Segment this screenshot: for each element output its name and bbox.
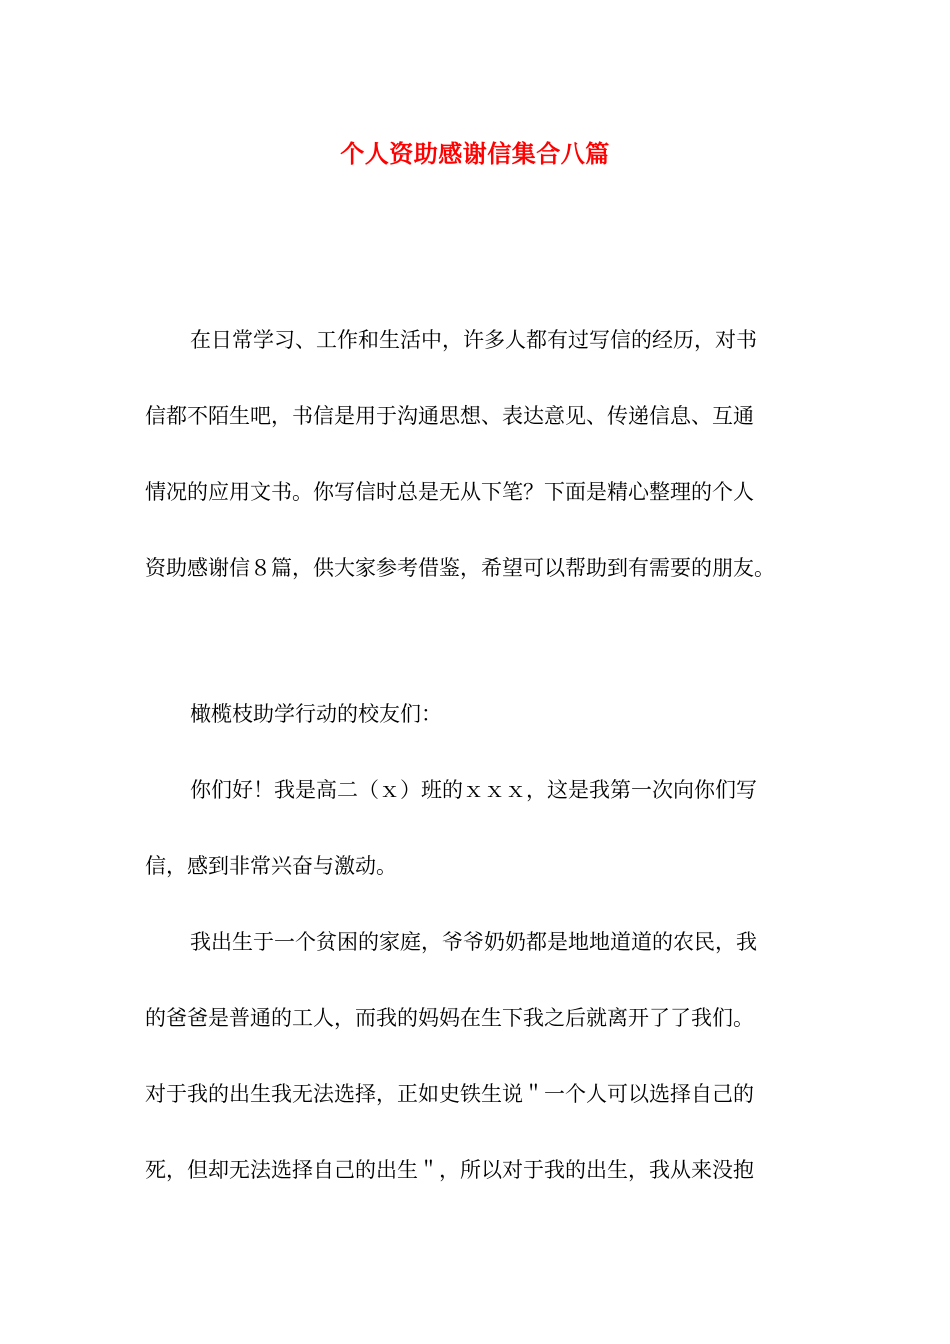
letter-body	[145, 676, 815, 1208]
document-title: 个人资助感谢信集合八篇	[340, 139, 610, 168]
text-line: 我出生于一个贫困的家庭，爷爷奶奶都是地地道道的农民，我	[190, 930, 757, 954]
text-line: 在日常学习、工作和生活中，许多人都有过写信的经历，对书	[190, 328, 757, 352]
text-line: 情况的应用文书。你写信时总是无从下笔？下面是精心整理的个人	[145, 480, 754, 504]
text-line: 对于我的出生我无法选择，正如史铁生说＂一个人可以选择自己的	[145, 1082, 754, 1106]
text-line: 的爸爸是普通的工人，而我的妈妈在生下我之后就离开了了我们。	[145, 1006, 754, 1030]
text-line: 你们好！我是高二（ｘ）班的ｘｘｘ，这是我第一次向你们写	[190, 778, 757, 802]
intro-paragraph	[145, 302, 815, 606]
text-line: 信都不陌生吧，书信是用于沟通思想、表达意见、传递信息、互通	[145, 404, 754, 428]
text-line: 死，但却无法选择自己的出生＂，所以对于我的出生，我从来没抱	[145, 1158, 754, 1182]
letter-salutation: 橄榄枝助学行动的校友们：	[190, 702, 442, 726]
text-line: 资助感谢信８篇，供大家参考借鉴，希望可以帮助到有需要的朋友。	[145, 556, 775, 580]
text-line: 信，感到非常兴奋与激动。	[145, 854, 397, 878]
